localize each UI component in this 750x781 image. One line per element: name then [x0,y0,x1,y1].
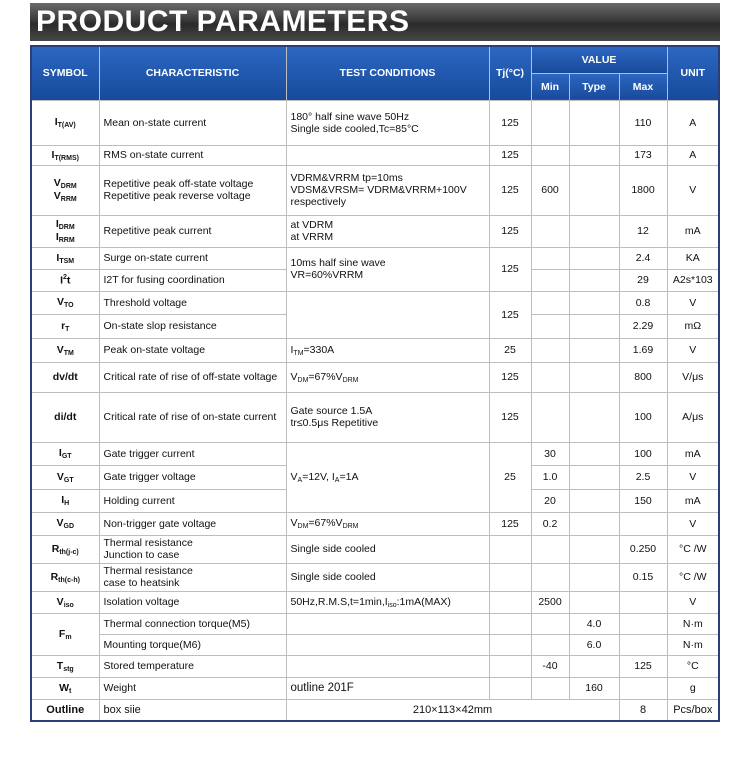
max-cell: 800 [619,362,667,392]
test-cell [286,613,489,634]
characteristic-cell [99,563,286,591]
test-cell: 210×113×42mm [286,699,619,721]
type-cell: 6.0 [569,634,619,655]
type-cell [569,655,619,677]
test-cell [286,165,489,215]
symbol-cell: $I_{T(RMS)}$ [31,145,99,165]
characteristic-cell: Surge on-state current [99,247,286,269]
symbol-cell: Outline [31,699,99,721]
characteristic-cell [99,165,286,215]
characteristic-cell: Peak on-state voltage [99,338,286,362]
symbol-cell: $V_{GD}$ [31,512,99,535]
tj-cell: 25 [489,338,531,362]
max-cell: 1.69 [619,338,667,362]
table-row [31,392,719,442]
min-cell [531,145,569,165]
max-cell: 150 [619,489,667,512]
max-cell: 0.8 [619,291,667,314]
min-cell [531,100,569,145]
tj-cell: 125 [489,145,531,165]
max-cell: 2.4 [619,247,667,269]
unit-cell: °C [667,655,719,677]
header-test-conditions: TEST CONDITIONS [286,46,489,100]
symbol-cell: $V_{DRM}$ $V_{RRM}$ [31,165,99,215]
min-cell: 30 [531,442,569,465]
symbol-cell: $V_{TM}$ [31,338,99,362]
symbol-cell: $T_{stg}$ [31,655,99,677]
page-title: PRODUCT PARAMETERS [36,5,410,38]
characteristic-cell: Threshold voltage [99,291,286,314]
header-value: VALUE [531,46,667,73]
test-cell [286,634,489,655]
table-row [31,291,719,314]
min-cell [531,247,569,269]
type-cell [569,392,619,442]
characteristic-cell: I2T for fusing coordination [99,269,286,291]
table-row [31,634,719,655]
header-characteristic: CHARACTERISTIC [99,46,286,100]
characteristic-cell: Weight [99,677,286,699]
table-row [31,100,719,145]
tj-cell: 125 [489,512,531,535]
tj-cell: 125 [489,392,531,442]
unit-cell: V [667,465,719,489]
min-cell [531,291,569,314]
max-cell: 1800 [619,165,667,215]
characteristic-cell: Thermal connection torque(M5) [99,613,286,634]
unit-cell: mA [667,442,719,465]
unit-cell: mA [667,215,719,247]
test-line: 180° half sine wave 50Hz [290,110,410,123]
characteristic-cell: On-state slop resistance [99,314,286,338]
type-cell [569,269,619,291]
type-cell [569,535,619,563]
type-cell [569,338,619,362]
tj-cell [489,655,531,677]
tj-cell [489,535,531,563]
max-cell: 0.15 [619,563,667,591]
characteristic-cell: Stored temperature [99,655,286,677]
symbol-cell: dv/dt [31,362,99,392]
table-row [31,338,719,362]
symbol-cell: $R_{th(c-h)}$ [31,563,99,591]
unit-cell: V [667,338,719,362]
test-cell: $V_{DM}=67\%V_{DRM}$ [286,512,489,535]
tj-cell [489,677,531,699]
test-cell [286,100,489,145]
min-cell [531,613,569,634]
max-cell: 100 [619,392,667,442]
table-row [31,613,719,634]
characteristic-cell: Mounting torque(M6) [99,634,286,655]
characteristic-cell: box siie [99,699,286,721]
type-cell [569,247,619,269]
table-row [31,535,719,563]
characteristic-cell [99,535,286,563]
symbol-cell: $I_{GT}$ [31,442,99,465]
min-cell [531,634,569,655]
max-cell: 125 [619,655,667,677]
test-line: Gate source 1.5A [290,405,373,417]
test-cell: Single side cooled [286,535,489,563]
header-max: Max [619,73,667,100]
min-cell [531,314,569,338]
characteristic-cell: Gate trigger voltage [99,465,286,489]
max-cell [619,677,667,699]
unit-cell: A/μs [667,392,719,442]
test-cell: outline 201F [286,677,489,699]
test-cell: $I_{TM}=330A$ [286,338,489,362]
min-cell [531,392,569,442]
characteristic-cell: Holding current [99,489,286,512]
max-cell: 12 [619,215,667,247]
header-min: Min [531,73,569,100]
symbol-cell: $I_{TSM}$ [31,247,99,269]
type-cell [569,362,619,392]
type-cell [569,563,619,591]
test-cell [286,392,489,442]
unit-cell: N·m [667,634,719,655]
max-cell [619,512,667,535]
symbol-cell: $R_{th(j-c)}$ [31,535,99,563]
characteristic-cell: Isolation voltage [99,591,286,613]
table-row [31,699,719,721]
test-line: at VDRM [290,219,334,231]
symbol-cell: $I_{DRM}$ $I_{RRM}$ [31,215,99,247]
header-unit: UNIT [667,46,719,100]
tj-cell [489,591,531,613]
test-cell: Single side cooled [286,563,489,591]
tj-cell: 125 [489,291,531,338]
title-banner [30,3,720,41]
min-cell: 20 [531,489,569,512]
char-line: Thermal resistance [103,565,193,577]
max-cell [619,634,667,655]
type-cell [569,442,619,465]
test-line: VR=60%VRRM [290,269,364,281]
table-row [31,512,719,535]
test-line: tr≤0.5μs Repetitive [290,417,379,429]
unit-cell: KA [667,247,719,269]
symbol-cell: $I_{T(AV)}$ [31,100,99,145]
type-cell: 160 [569,677,619,699]
characteristic-cell: Critical rate of rise of on-state current [99,392,286,442]
symbol-cell: di/dt [31,392,99,442]
type-cell [569,165,619,215]
min-cell [531,338,569,362]
type-cell [569,489,619,512]
unit-cell: N·m [667,613,719,634]
unit-cell: V [667,291,719,314]
char-line: Junction to case [103,549,180,561]
table-row [31,362,719,392]
symbol-cell: $F_m$ [31,613,99,655]
min-cell [531,677,569,699]
tj-cell: 125 [489,247,531,291]
min-cell: 1.0 [531,465,569,489]
table-row [31,591,719,613]
max-cell [619,591,667,613]
max-cell: 29 [619,269,667,291]
test-line: respectively [290,196,346,208]
tj-cell [489,634,531,655]
max-cell [619,613,667,634]
type-cell [569,314,619,338]
min-cell [531,535,569,563]
type-cell [569,215,619,247]
table-row [31,655,719,677]
symbol-cell: $I_H$ [31,489,99,512]
characteristic-cell: Non-trigger gate voltage [99,512,286,535]
header-symbol: SYMBOL [31,46,99,100]
max-cell: 100 [619,442,667,465]
type-cell [569,291,619,314]
unit-cell: mA [667,489,719,512]
tj-cell: 125 [489,165,531,215]
min-cell: 600 [531,165,569,215]
symbol-cell: $V_{iso}$ [31,591,99,613]
unit-cell: V [667,512,719,535]
min-cell [531,215,569,247]
unit-cell: °C /W [667,563,719,591]
table-row [31,145,719,165]
test-line: 10ms half sine wave [290,257,386,269]
characteristic-cell: Repetitive peak current [99,215,286,247]
unit-cell: A [667,145,719,165]
type-cell [569,512,619,535]
type-cell [569,145,619,165]
unit-cell: V/μs [667,362,719,392]
max-cell: 173 [619,145,667,165]
unit-cell: V [667,165,719,215]
max-cell: 2.29 [619,314,667,338]
char-line: Repetitive peak off-state voltage [103,178,254,190]
min-cell: 2500 [531,591,569,613]
unit-cell: A2s*103 [667,269,719,291]
char-line: Thermal resistance [103,537,193,549]
type-cell [569,100,619,145]
max-cell: 8 [619,699,667,721]
max-cell: 110 [619,100,667,145]
test-line: VDRM&VRRM tp=10ms [290,172,403,184]
unit-cell: Pcs/box [667,699,719,721]
header-type: Type [569,73,619,100]
table-row [31,165,719,215]
tj-cell [489,613,531,634]
characteristic-cell: Mean on-state current [99,100,286,145]
symbol-cell: $W_t$ [31,677,99,699]
test-cell [286,145,489,165]
test-line: VDSM&VRSM= VDRM&VRRM+100V [290,184,467,196]
symbol-cell: $r_T$ [31,314,99,338]
test-line: Single side cooled,Tc=85°C [290,122,419,135]
tj-cell: 125 [489,100,531,145]
test-cell [286,291,489,338]
table-row [31,442,719,465]
test-cell: $50Hz,R.M.S,t=1\min,I_{iso}:1mA(MAX)$ [286,591,489,613]
test-cell [286,247,489,291]
table-row [31,247,719,269]
table-row [31,215,719,247]
unit-cell: V [667,591,719,613]
test-cell: $V_{DM}=67\%V_{DRM}$ [286,362,489,392]
tj-cell: 25 [489,442,531,512]
type-cell [569,465,619,489]
unit-cell: mΩ [667,314,719,338]
type-cell: 4.0 [569,613,619,634]
symbol-cell: $V_{TO}$ [31,291,99,314]
min-cell [531,362,569,392]
characteristic-cell: Critical rate of rise of off-state voltage [99,362,286,392]
characteristic-cell: Gate trigger current [99,442,286,465]
header-tj: Tj(°C) [489,46,531,100]
max-cell: 0.250 [619,535,667,563]
tj-cell: 125 [489,215,531,247]
type-cell [569,591,619,613]
table-row [31,563,719,591]
unit-cell: A [667,100,719,145]
tj-cell [489,563,531,591]
symbol-cell: $V_{GT}$ [31,465,99,489]
min-cell: -40 [531,655,569,677]
char-line: case to heatsink [103,577,180,589]
max-cell: 2.5 [619,465,667,489]
unit-cell: °C /W [667,535,719,563]
test-cell: $V_A=12V$, $I_A=1A$ [286,442,489,512]
unit-cell: g [667,677,719,699]
min-cell [531,563,569,591]
test-cell [286,215,489,247]
char-line: Repetitive peak reverse voltage [103,190,251,202]
min-cell: 0.2 [531,512,569,535]
characteristic-cell: RMS on-state current [99,145,286,165]
tj-cell: 125 [489,362,531,392]
test-line: at VRRM [290,231,334,243]
symbol-cell: $I^2t$ [31,269,99,291]
table-row [31,677,719,699]
test-cell [286,655,489,677]
min-cell [531,269,569,291]
parameters-table [30,45,720,722]
